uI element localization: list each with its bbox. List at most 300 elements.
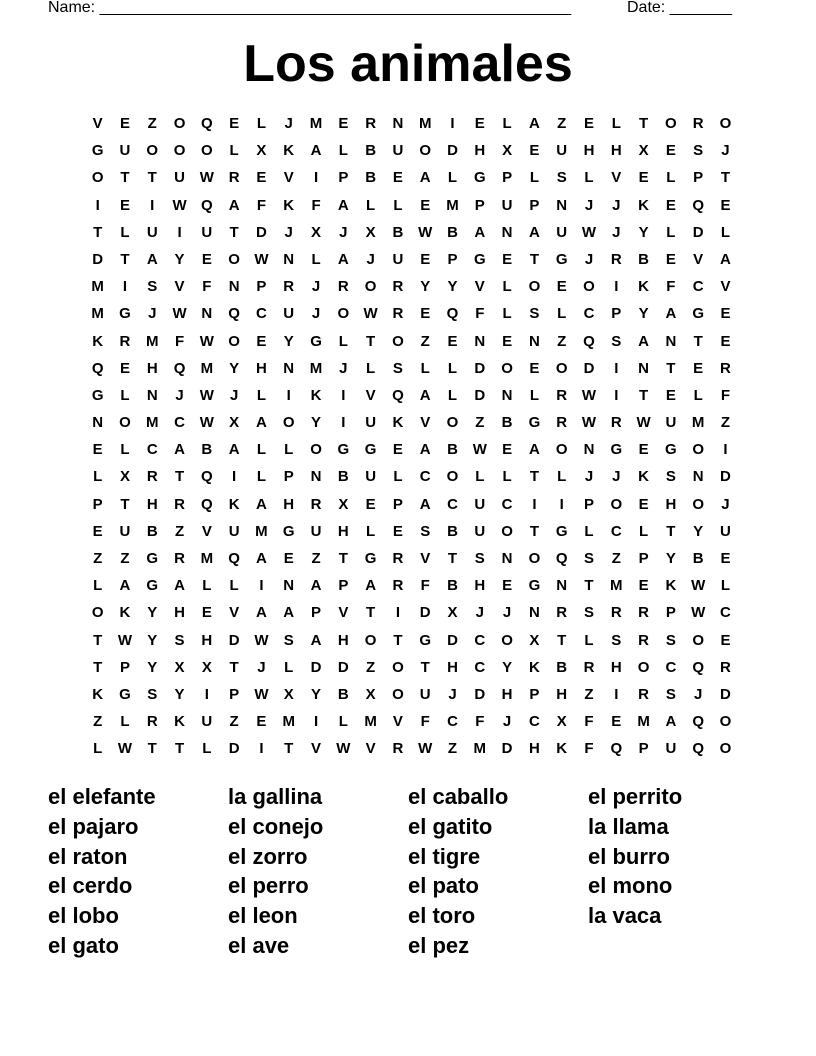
grid-letter: H [474,577,486,595]
grid-letter: K [92,332,104,350]
grid-letter: E [720,550,731,567]
word-list-item: el cerdo [48,873,133,899]
grid-letter: K [283,142,295,160]
grid-letter: U [556,223,568,241]
word-column [228,782,408,961]
grid-letter: H [201,631,213,649]
grid-letter: V [92,115,103,132]
grid-letter: C [720,604,731,622]
grid-letter: M [309,359,323,377]
grid-letter: V [720,278,731,296]
grid-letter: G [528,577,541,595]
word-column [588,782,768,961]
grid-letter: I [204,685,209,703]
grid-letter: E [392,441,403,459]
grid-letter: L [502,305,512,323]
grid-letter: B [447,441,458,459]
word-list-item: el pajaro [48,813,139,839]
grid-letter: D [474,685,486,703]
grid-letter: E [665,386,676,404]
grid-letter: L [475,468,485,486]
grid-letter: X [229,414,240,432]
grid-letter: T [557,631,567,649]
grid-letter: E [119,196,130,214]
grid-letter: L [93,577,103,595]
grid-letter: O [446,414,459,432]
grid-letter: J [584,196,594,214]
grid-letter: P [229,685,240,703]
grid-letter: Z [120,550,130,567]
grid-letter: G [555,522,568,540]
grid-letter: I [95,196,100,214]
grid-letter: A [256,414,267,432]
grid-letter: G [146,577,159,595]
grid-letter: E [720,196,731,214]
grid-letter: U [419,685,431,703]
grid-letter: E [447,332,458,350]
grid-letter: Z [93,713,103,731]
grid-letter: O [719,740,732,758]
word-list-item: el elefante [48,784,156,809]
grid-letter: W [199,386,214,404]
grid-letter: V [229,604,240,622]
grid-letter: R [720,359,731,377]
grid-letter: D [501,740,513,758]
word-list-item: la vaca [588,903,662,929]
grid-letter: D [310,658,322,676]
grid-letter: M [446,196,459,214]
grid-letter: J [612,223,621,241]
grid-letter: O [392,658,404,676]
grid-letter: O [364,631,377,649]
grid-letter: O [228,250,240,268]
grid-letter: E [529,359,540,377]
grid-letter: D [419,604,431,622]
grid-letter: H [337,631,349,649]
grid-letter: O [119,414,131,432]
word-list-item: el mono [588,873,673,899]
grid-letter: M [610,577,623,595]
grid-letter: E [92,441,103,459]
grid-letter: L [366,196,376,214]
grid-letter: E [229,115,240,132]
grid-letter: M [637,713,650,731]
grid-letter: S [474,550,485,567]
grid-letter: F [475,713,485,731]
grid-letter: A [665,713,677,731]
word-column [48,782,228,961]
grid-letter: L [202,577,212,595]
grid-letter: M [255,522,268,540]
grid-letter: F [666,278,676,296]
grid-letter: F [720,386,731,404]
grid-letter: F [420,577,430,595]
grid-letter: H [610,142,622,160]
grid-letter: X [529,631,540,649]
grid-letter: Y [693,522,704,540]
grid-letter: Y [229,359,240,377]
grid-letter: B [447,577,458,595]
grid-letter: O [201,142,213,160]
grid-letter: S [147,278,158,296]
grid-letter: U [392,142,404,160]
grid-letter: L [120,713,130,731]
grid-letter: T [529,522,539,540]
grid-letter: G [364,550,377,567]
grid-letter: S [693,142,704,160]
grid-letter: U [556,142,568,160]
grid-letter: A [310,142,322,160]
grid-letter: S [665,685,676,703]
grid-letter: L [693,386,703,404]
grid-letter: H [283,495,295,513]
grid-letter: I [232,468,237,486]
grid-letter: J [502,604,512,622]
grid-letter: W [117,631,133,649]
grid-letter: E [665,250,676,268]
grid-letter: U [119,142,131,160]
grid-letter: O [528,278,541,296]
grid-letter: L [338,332,348,350]
grid-letter: N [474,332,486,350]
grid-letter: H [174,604,185,622]
grid-letter: S [583,604,594,622]
grid-letter: L [256,468,267,486]
grid-letter: D [474,386,486,404]
grid-letter: A [638,332,649,350]
grid-letter: E [720,631,731,649]
grid-letter: Z [557,115,567,132]
grid-letter: Q [228,305,240,323]
word-list-item: el zorro [228,843,308,869]
grid-letter: G [282,522,295,540]
grid-letter: O [555,359,568,377]
grid-letter: Y [638,305,649,323]
grid-letter: L [93,740,103,758]
grid-letter: U [146,223,158,241]
grid-letter: T [284,740,294,758]
grid-letter: H [501,685,513,703]
grid-letter: Q [692,740,705,758]
grid-letter: E [365,495,376,513]
grid-letter: B [392,223,404,241]
grid-letter: E [256,713,267,731]
grid-letter: Y [502,658,513,676]
grid-letter: R [583,658,595,676]
grid-letter: L [447,386,458,404]
grid-letter: C [501,495,513,513]
grid-letter: E [256,169,267,187]
grid-letter: L [720,577,731,595]
grid-letter: O [310,441,322,459]
grid-letter: P [338,577,349,595]
grid-letter: T [174,740,185,758]
grid-letter: H [474,142,486,160]
grid-letter: J [475,604,484,622]
grid-letter: B [365,169,377,187]
grid-letter: S [583,550,594,567]
grid-letter: P [256,278,267,296]
grid-letter: R [692,115,704,132]
grid-letter: P [283,468,294,486]
grid-letter: V [392,713,403,731]
name-field [48,0,571,18]
grid-letter: R [556,386,568,404]
grid-letter: C [583,305,595,323]
grid-letter: I [150,196,155,214]
grid-letter: N [392,115,404,132]
grid-letter: L [557,468,567,486]
grid-letter: L [338,142,348,160]
grid-letter: X [365,223,376,241]
grid-letter: S [556,169,567,187]
grid-letter: J [257,658,266,676]
grid-letter: J [721,142,730,160]
grid-letter: A [337,250,349,268]
grid-letter: I [395,604,400,622]
grid-letter: Q [392,386,404,404]
grid-letter: M [418,115,432,132]
grid-letter: P [92,495,103,513]
grid-letter: N [201,305,213,323]
grid-letter: J [584,468,594,486]
grid-letter: R [392,278,404,296]
grid-letter: H [447,658,458,676]
page-title: Los animales [243,35,573,93]
grid-letter: A [174,577,185,595]
grid-letter: J [284,223,293,241]
grid-letter: D [228,631,240,649]
grid-letter: N [228,278,240,296]
grid-letter: P [665,604,676,622]
grid-letter: O [583,278,595,296]
grid-letter: N [92,414,104,432]
grid-letter: F [584,713,594,731]
grid-letter: N [583,441,595,459]
grid-letter: J [694,685,703,703]
grid-letter: L [120,223,130,241]
grid-letter: Z [447,740,458,758]
grid-letter: W [472,441,487,459]
grid-letter: M [282,713,295,731]
grid-letter: O [501,522,513,540]
grid-letter: C [419,468,431,486]
grid-letter: T [174,468,185,486]
grid-letter: Z [147,115,157,132]
grid-letter: L [284,441,294,459]
grid-letter: R [638,604,649,622]
grid-letter: P [638,550,649,567]
grid-letter: Y [311,685,322,703]
grid-letter: E [420,250,431,268]
grid-letter: S [174,631,185,649]
grid-letter: S [611,631,622,649]
grid-letter: W [418,223,433,241]
grid-letter: W [581,414,597,432]
grid-letter: T [147,740,157,758]
grid-letter: E [338,115,349,132]
grid-letter: V [474,278,485,296]
grid-letter: L [447,169,458,187]
grid-letter: T [584,577,594,595]
grid-letter: U [228,522,240,540]
grid-letter: Q [201,196,213,214]
grid-letter: A [174,441,185,459]
grid-letter: H [256,359,267,377]
grid-letter: T [93,223,103,241]
grid-letter: L [366,359,376,377]
grid-letter: J [148,305,157,323]
grid-letter: Z [420,332,430,350]
grid-letter: G [528,414,541,432]
grid-letter: O [692,441,705,459]
grid-letter: A [528,223,540,241]
grid-letter: T [666,522,676,540]
grid-letter: P [583,495,594,513]
grid-letter: R [610,250,622,268]
grid-letter: G [473,169,486,187]
grid-letter: J [584,250,594,268]
grid-letter: K [310,386,322,404]
grid-letter: M [691,414,705,432]
grid-letter: C [610,522,622,540]
grid-letter: T [393,631,403,649]
grid-letter: T [147,169,157,187]
grid-letter: M [309,115,323,132]
grid-letter: J [339,223,348,241]
grid-letter: T [338,550,348,567]
grid-letter: V [693,250,704,268]
grid-letter: U [720,522,731,540]
grid-letter: I [723,441,728,459]
grid-letter: L [502,278,512,296]
grid-letter: V [201,522,212,540]
grid-letter: Q [610,740,623,758]
grid-letter: D [337,658,349,676]
grid-letter: T [529,250,539,268]
grid-letter: A [419,441,431,459]
grid-letter: K [283,196,295,214]
grid-letter: R [392,550,404,567]
grid-letter: Q [201,468,213,486]
grid-letter: J [229,386,239,404]
grid-letter: M [364,713,377,731]
grid-letter: G [337,441,350,459]
grid-letter: H [556,685,568,703]
word-list-item: el burro [588,843,670,869]
grid-letter: D [256,223,267,241]
grid-letter: N [146,386,158,404]
grid-letter: B [501,414,513,432]
grid-letter: N [501,223,513,241]
grid-letter: W [254,685,269,703]
grid-letter: L [420,359,430,377]
grid-letter: G [119,305,131,323]
grid-letter: I [532,495,537,513]
grid-letter: O [719,713,732,731]
grid-letter: I [122,278,128,296]
grid-letter: L [447,359,458,377]
grid-letter: A [310,577,322,595]
grid-letter: F [174,332,185,350]
grid-letter: S [283,631,294,649]
grid-letter: D [228,740,240,758]
grid-letter: Q [446,305,459,323]
word-list-item: el gato [48,932,119,958]
word-list-item: el leon [228,903,298,929]
grid-letter: R [556,604,568,622]
word-list-item: el perrito [588,784,683,809]
grid-letter: T [693,332,703,350]
word-list-item: el gatito [408,813,493,839]
grid-letter: G [310,332,322,350]
grid-letter: Y [174,685,185,703]
grid-letter: W [336,740,351,758]
grid-letter: R [174,495,185,513]
grid-letter: M [91,278,104,296]
grid-letter: X [556,713,567,731]
grid-letter: O [719,115,732,132]
grid-letter: I [614,685,619,703]
grid-letter: L [229,142,239,160]
grid-letter: I [259,577,264,595]
grid-letter: E [583,115,594,132]
word-column [408,782,588,961]
grid-letter: O [692,631,705,649]
grid-letter: K [174,713,185,731]
name-label: Name: _____________________________________________________ [48,0,572,16]
grid-letter: Q [692,658,705,676]
grid-letter: X [201,658,212,676]
grid-letter: E [119,115,130,132]
grid-letter: X [174,658,185,676]
grid-letter: A [146,250,158,268]
grid-letter: E [665,196,676,214]
grid-letter: R [174,550,185,567]
grid-letter: L [393,196,403,214]
grid-letter: P [474,196,485,214]
grid-letter: Z [366,658,376,676]
grid-letter: Q [201,115,213,132]
grid-letter: N [283,577,295,595]
grid-letter: N [528,332,540,350]
grid-letter: R [146,468,158,486]
grid-letter: T [366,332,376,350]
grid-letter: R [283,278,295,296]
grid-letter: O [637,658,650,676]
grid-letter: U [501,196,513,214]
grid-letter: M [473,740,487,758]
grid-letter: E [502,577,513,595]
grid-letter: R [310,495,322,513]
grid-letter: P [529,196,540,214]
grid-letter: J [366,250,375,268]
grid-letter: M [200,359,214,377]
grid-letter: D [92,250,104,268]
grid-letter: J [311,305,321,323]
grid-letter: A [419,169,431,187]
grid-letter: P [447,250,458,268]
grid-letter: V [611,169,622,187]
grid-letter: U [474,522,486,540]
grid-letter: P [611,305,622,323]
grid-letter: D [583,359,595,377]
grid-letter: W [691,604,706,622]
grid-letter: V [338,604,349,622]
grid-letter: O [692,495,705,513]
grid-letter: N [310,468,322,486]
grid-letter: D [474,359,486,377]
